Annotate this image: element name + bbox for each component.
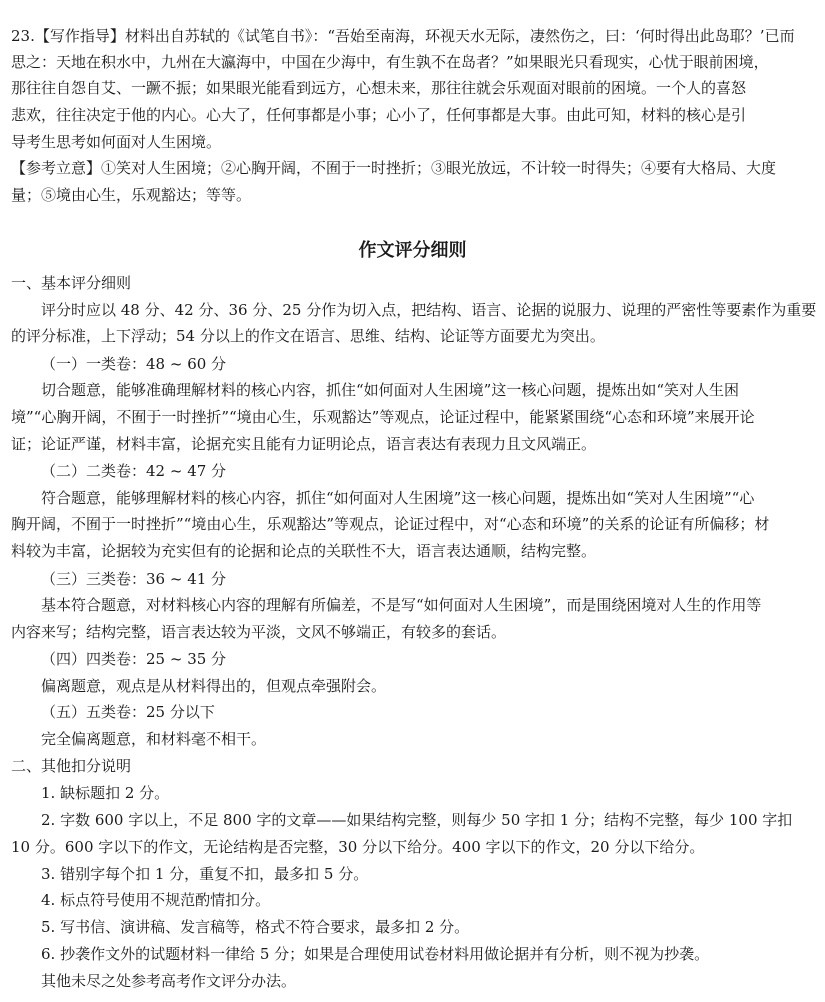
q23-line-4: 悲欢，往往决定于他的内心。心大了，任何事都是小事；心小了，任何事都是大事。由此可知，材料的核心是引 (11, 106, 747, 124)
q23-line-5: 导考生思考如何面对人生困境。 (11, 133, 222, 151)
grade-4-line-1: 偏离题意，观点是从材料得出的，但观点牵强附会。 (41, 677, 387, 695)
grade-2-line-2: 胸开阔，不囿于一时挫折”“境由心生，乐观豁达”等观点，论证过程中，对“心态和环境”的关系的论证有所偏移；材 (11, 515, 770, 533)
deduction-6: 6. 抄袭作文外的试题材料一律给 5 分；如果是合理使用试卷材料用做论据并有分析，则不视为抄袭。 (41, 945, 710, 963)
grade-3-line-1: 基本符合题意，对材料核心内容的理解有所偏差，不是写“如何面对人生困境”，而是围绕困境对人生的作用等 (41, 596, 762, 614)
grade-2-line-3: 料较为丰富，论据较为充实但有的论据和论点的关联性不大，语言表达通顺，结构完整。 (11, 542, 597, 560)
grade-5-heading: （五）五类卷：25 分以下 (41, 703, 215, 721)
grade-1-heading: （一）一类卷：48 ~ 60 分 (41, 355, 227, 373)
grade-2-line-1: 符合题意，能够理解材料的核心内容，抓住“如何面对人生困境”这一核心问题，提炼出如“笑对人生困境”“心 (41, 489, 755, 507)
section-1-heading: 一、基本评分细则 (11, 274, 132, 292)
q23-line-2: 思之：天地在积水中，九州在大瀛海中，中国在少海中，有生孰不在岛者？”如果眼光只看现实，心忧于眼前困境， (11, 53, 769, 71)
rubric-title: 作文评分细则 (358, 240, 467, 261)
grade-5-line-1: 完全偏离题意，和材料毫不相干。 (41, 730, 267, 748)
grade-1-line-1: 切合题意，能够准确理解材料的核心内容，抓住“如何面对人生困境”这一核心问题，提炼出如“笑对人生困 (41, 381, 740, 399)
section-2-heading: 二、其他扣分说明 (11, 757, 132, 775)
rubric-intro-line-2: 的评分标准，上下浮动；54 分以上的作文在语言、思维、结构、论证等方面要尤为突出。 (11, 327, 605, 345)
q23-line-6: 【参考立意】①笑对人生困境；②心胸开阔，不囿于一时挫折；③眼光放远，不计较一时得失；④要有大格局、大度 (11, 159, 777, 177)
q23-line-7: 量；⑤境由心生，乐观豁达；等等。 (11, 186, 252, 204)
grade-2-heading: （二）二类卷：42 ~ 47 分 (41, 462, 227, 480)
grade-1-line-3: 证；论证严谨，材料丰富，论据充实且能有力证明论点，语言表达有表现力且文风端正。 (11, 435, 597, 453)
deduction-2-line-1: 2. 字数 600 字以上，不足 800 字的文章——如果结构完整，则每少 50 字扣 1 分；结构不完整，每少 100 字扣 (41, 811, 793, 829)
q23-line-3: 那往往自怨自艾、一蹶不振；如果眼光能看到远方，心想未来，那往往就会乐观面对眼前的困境。一个人的喜怒 (11, 79, 747, 97)
deduction-2-line-2: 10 分。600 字以下的作文，无论结构是否完整，30 分以下给分。400 字以下的作文，20 分以下给分。 (11, 838, 705, 856)
grade-4-heading: （四）四类卷：25 ~ 35 分 (41, 650, 227, 668)
deduction-4: 4. 标点符号使用不规范酌情扣分。 (41, 891, 271, 909)
grade-3-line-2: 内容来写；结构完整，语言表达较为平淡，文风不够端正，有较多的套话。 (11, 623, 507, 641)
grade-3-heading: （三）三类卷：36 ~ 41 分 (41, 570, 227, 588)
deduction-5: 5. 写书信、演讲稿、发言稿等，格式不符合要求，最多扣 2 分。 (41, 918, 470, 936)
closing-note: 其他未尽之处参考高考作文评分办法。 (41, 972, 297, 990)
q23-line-1: 23.【写作指导】材料出自苏轼的《试笔自书》：“吾始至南海，环视天水无际，凄然伤之，曰：‘何时得出此岛耶？’已而 (11, 27, 795, 45)
rubric-intro-line-1: 评分时应以 48 分、42 分、36 分、25 分作为切入点，把结构、语言、论据的说服力、说理的严密性等要素作为重要 (41, 301, 816, 319)
deduction-3: 3. 错别字每个扣 1 分，重复不扣，最多扣 5 分。 (41, 865, 369, 883)
grade-1-line-2: 境”“心胸开阔，不囿于一时挫折”“境由心生，乐观豁达”等观点，论证过程中，能紧紧围绕“心态和环境”来展开论 (11, 408, 755, 426)
deduction-1: 1. 缺标题扣 2 分。 (41, 784, 170, 802)
